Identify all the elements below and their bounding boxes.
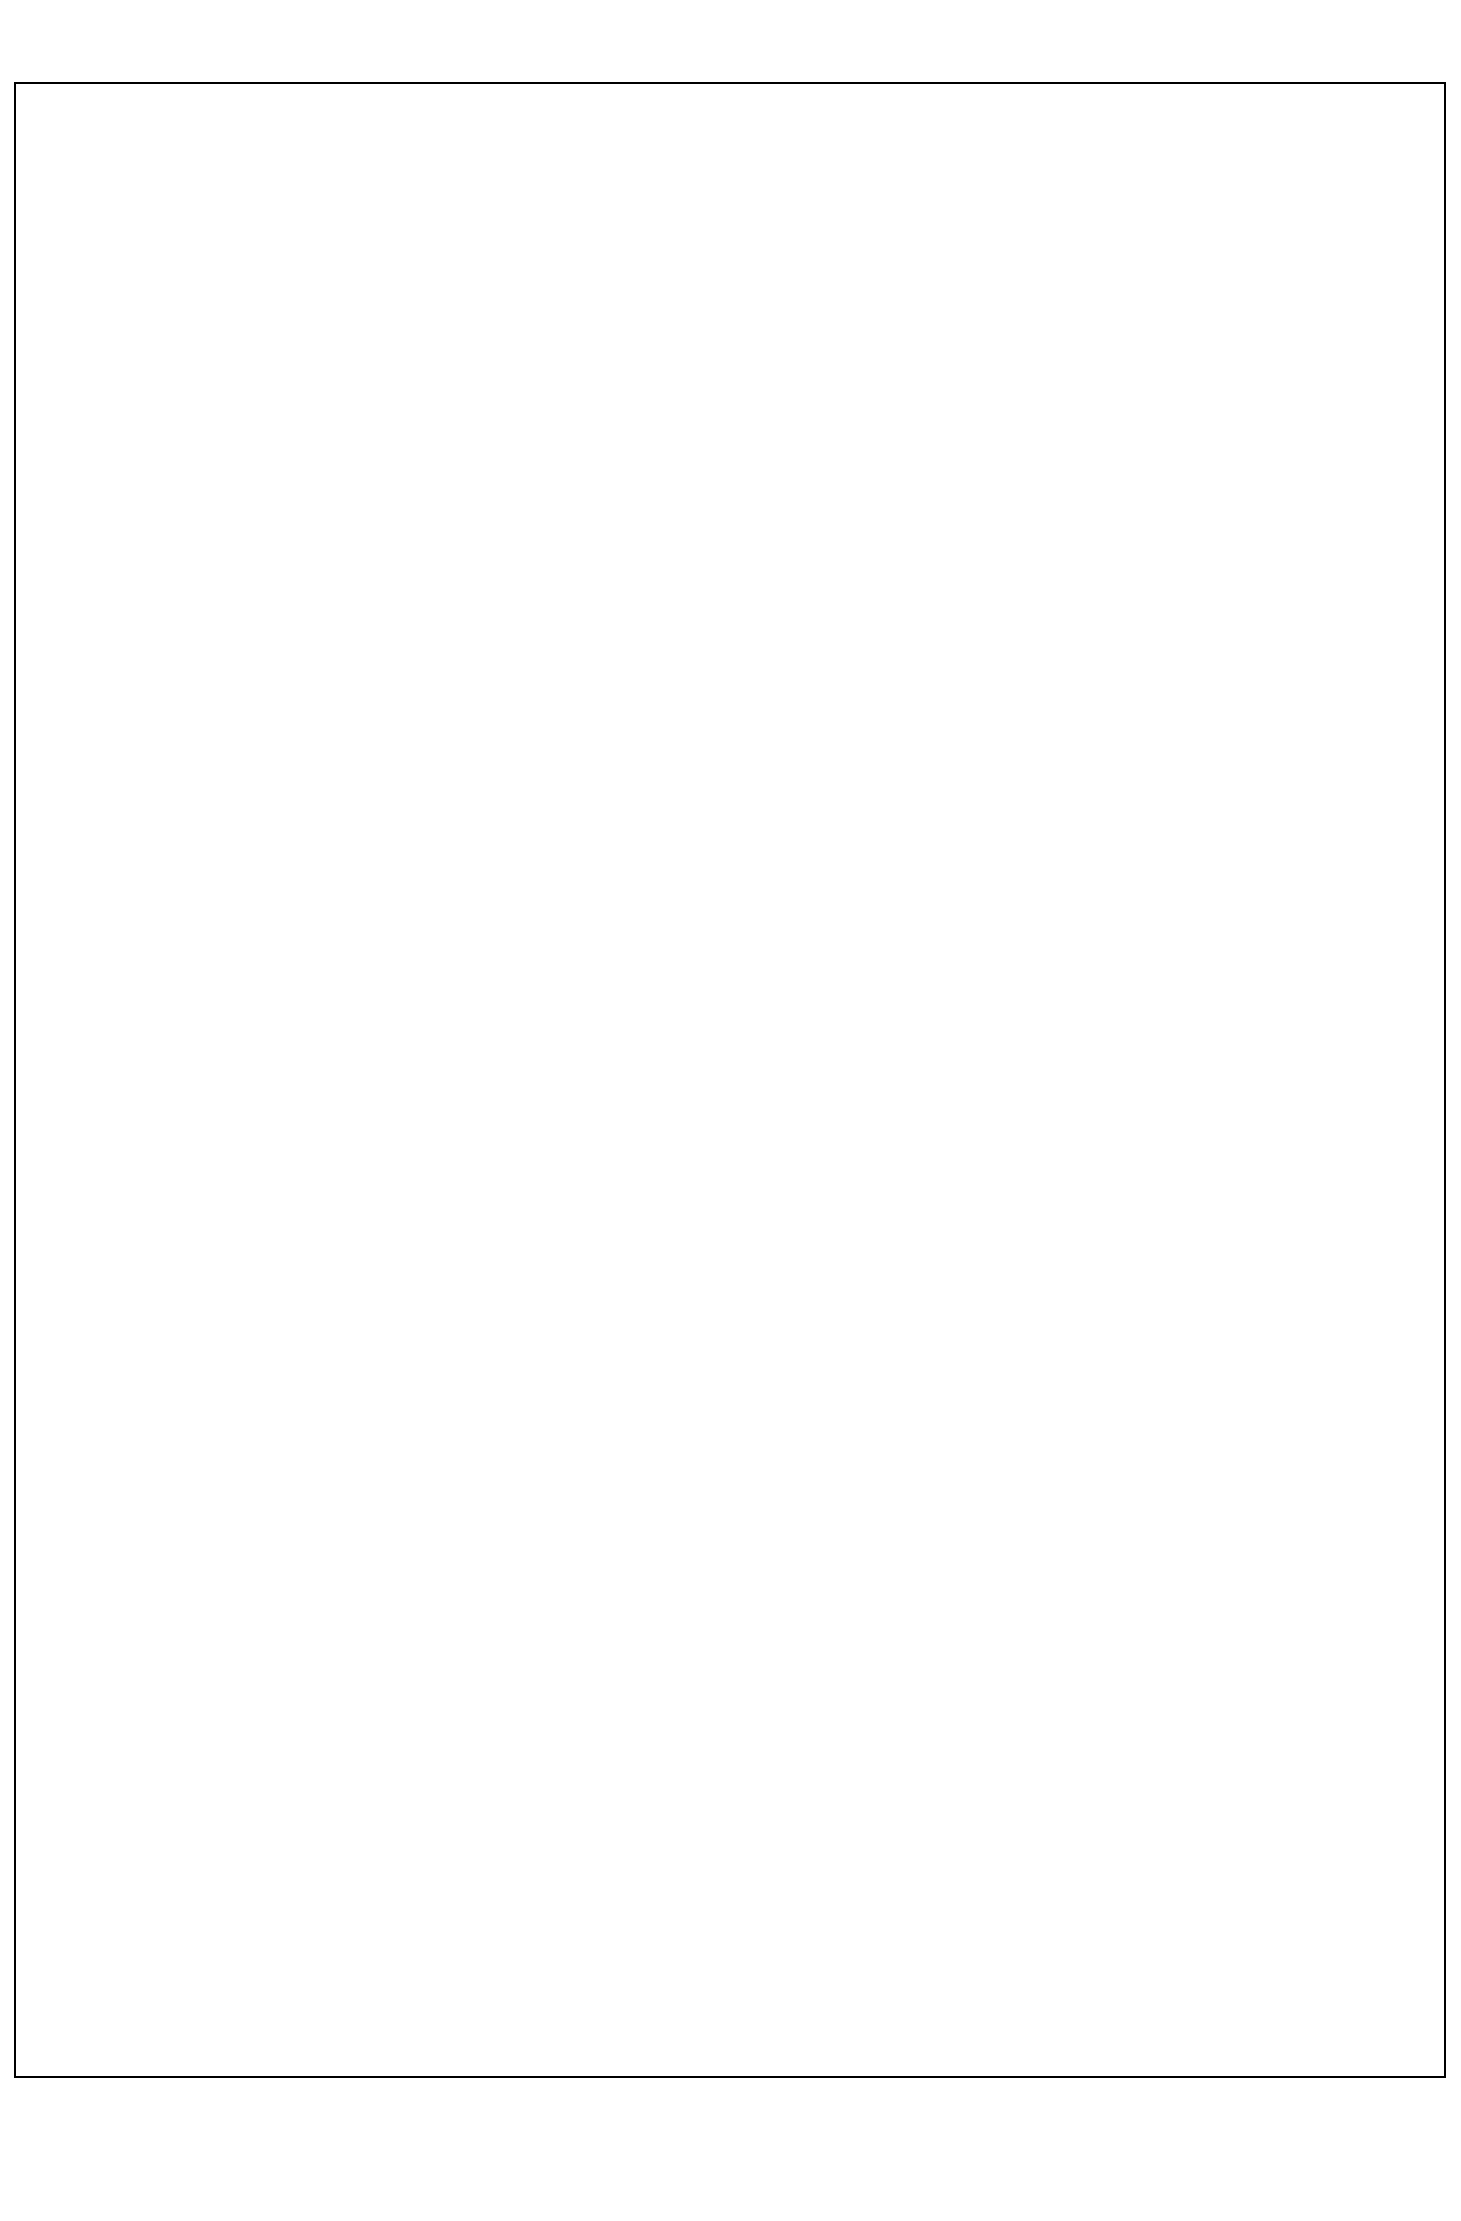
chart-table bbox=[16, 84, 1444, 2076]
header-row bbox=[16, 84, 1444, 150]
chart-body bbox=[16, 150, 1444, 1946]
chart-footer bbox=[16, 1946, 1444, 2076]
footer-scale-row bbox=[16, 1946, 1444, 2076]
chronological-chart bbox=[14, 82, 1446, 2078]
chart-header bbox=[16, 84, 1444, 150]
